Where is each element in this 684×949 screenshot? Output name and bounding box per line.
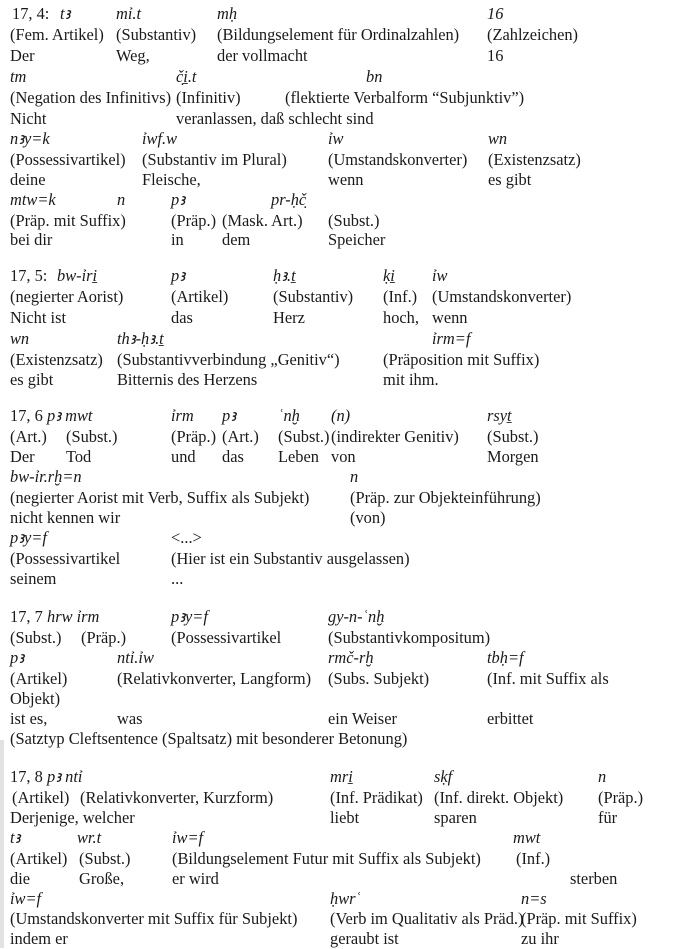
grammar-label: (Umstandskonverter mit Suffix für Subjekt) xyxy=(10,909,298,928)
translation: geraubt ist xyxy=(330,929,399,948)
grammar-label: (Präp. mit Suffix) xyxy=(10,211,126,230)
grammar-label: (Bildungselement für Ordinalzahlen) xyxy=(217,25,460,44)
transliteration: bn xyxy=(366,67,383,86)
grammar-label: (Präp.) xyxy=(598,788,644,807)
transliteration: gy-n-ʿnḫ xyxy=(328,607,385,626)
translation: ein Weiser xyxy=(328,709,397,728)
grammar-label: (Inf. mit Suffix als xyxy=(487,669,609,688)
transliteration: mḥ xyxy=(217,4,238,23)
translation: indem er xyxy=(10,929,68,948)
transliteration: n xyxy=(350,467,359,486)
transliteration: pꜣ xyxy=(222,406,237,425)
transliteration: ỉw=f xyxy=(10,889,42,908)
transliteration: wr.t xyxy=(77,828,102,847)
translation: Weg, xyxy=(116,46,150,65)
translation: Herz xyxy=(273,308,305,327)
translation: nicht kennen wir xyxy=(10,508,121,527)
scan-edge-shadow xyxy=(0,740,4,948)
grammar-label: (negierter Aorist mit Verb, Suffix als Subjekt) xyxy=(10,488,310,507)
grammar-label: (Subst.) xyxy=(328,211,380,230)
grammar-label: (Subst.) xyxy=(66,427,118,446)
transliteration: ỉw=f xyxy=(172,828,204,847)
transliteration: ỉw xyxy=(328,129,344,148)
grammar-label: (Präp.) xyxy=(81,628,127,647)
grammar-label: (Präp.) xyxy=(171,427,217,446)
translation: er wird xyxy=(172,869,219,888)
translation: Tod xyxy=(66,447,92,466)
grammar-label: (Relativkonverter, Kurzform) xyxy=(80,788,274,807)
transliteration: bw-ỉri̱ xyxy=(57,266,98,285)
grammar-label: (Artikel) xyxy=(10,849,68,868)
transliteration: pꜣ xyxy=(10,648,25,667)
transliteration: (n) xyxy=(331,406,351,425)
translation: (von) xyxy=(350,508,386,527)
grammar-label: (Inf. direkt. Objekt) xyxy=(434,788,564,807)
translation: Leben xyxy=(278,447,319,466)
translation: 16 xyxy=(487,46,504,65)
transliteration: pꜣ xyxy=(171,266,186,285)
grammar-label: (Präp.) xyxy=(171,211,217,230)
grammar-label: (Existenzsatz) xyxy=(488,150,581,169)
translation: mit ihm. xyxy=(383,370,439,389)
line-number: 17, 8 xyxy=(10,767,43,786)
grammar-label: (Präposition mit Suffix) xyxy=(383,350,540,369)
translation: Speicher xyxy=(328,230,386,249)
grammar-label: (Existenzsatz) xyxy=(10,350,103,369)
translation: Nicht ist xyxy=(10,308,66,327)
grammar-label: (flektierte Verbalform “Subjunktiv”) xyxy=(285,88,525,107)
grammar-label: (Präp. mit Suffix) xyxy=(521,909,637,928)
translation: bei dir xyxy=(10,230,53,249)
translation: veranlassen, daß schlecht sind xyxy=(176,109,374,128)
translation: für xyxy=(598,808,618,827)
transliteration: pꜣ xyxy=(171,190,186,209)
translation: und xyxy=(171,447,196,466)
transliteration: n xyxy=(117,190,126,209)
translation: Bitternis des Herzens xyxy=(117,370,258,389)
transliteration: mtw=k xyxy=(10,190,56,209)
grammar-label: (Possessivartikel xyxy=(171,628,282,647)
translation: Morgen xyxy=(487,447,539,466)
translation: dem xyxy=(222,230,251,249)
translation: es gibt xyxy=(10,370,54,389)
transliteration: tbḥ=f xyxy=(487,648,524,667)
grammar-label: (Subst.) xyxy=(10,628,62,647)
transliteration: ntỉ.ỉw xyxy=(117,648,154,667)
transliteration: mri̱ xyxy=(330,767,353,786)
translation: die xyxy=(10,869,31,888)
transliteration: pꜣ ntỉ xyxy=(47,767,83,786)
transliteration: pꜣy=f xyxy=(171,607,208,626)
grammar-label: (Umstandskonverter) xyxy=(432,287,572,306)
grammar-label: (Art.) xyxy=(10,427,47,446)
transliteration: tm xyxy=(10,67,27,86)
line-number: 17, 5: xyxy=(10,266,48,285)
grammar-label: (Artikel) xyxy=(12,788,70,807)
translation: Große, xyxy=(79,869,125,888)
grammar-label: (Negation des Infinitivs) xyxy=(10,88,172,107)
line-number: 17, 7 xyxy=(10,607,43,626)
grammar-label: (Infinitiv) xyxy=(176,88,241,107)
grammar-label: (Bildungselement Futur mit Suffix als Subjekt) xyxy=(172,849,481,868)
line-number: 17, 6 xyxy=(10,406,43,425)
grammar-label: (Relativkonverter, Langform) xyxy=(117,669,312,688)
transliteration: rmč-rḫ xyxy=(328,648,374,667)
grammar-label: Objekt) xyxy=(10,689,61,708)
grammar-label: (Art.) xyxy=(222,427,259,446)
grammar-label: (Artikel) xyxy=(171,287,229,306)
transliteration: pꜣ mwt xyxy=(47,406,93,425)
transliteration: ỉrm=f xyxy=(432,329,471,348)
grammar-label: (negierter Aorist) xyxy=(10,287,124,306)
transliteration: ḳi̱ xyxy=(383,266,395,285)
grammar-label: (Umstandskonverter) xyxy=(328,150,468,169)
grammar-label: (Substantivkompositum) xyxy=(328,628,491,647)
transliteration: rsyt̠ xyxy=(487,406,512,425)
translation: von xyxy=(331,447,356,466)
grammar-label: (Substantiv) xyxy=(116,25,197,44)
grammar-label: (Mask. Art.) xyxy=(222,211,303,230)
grammar-label: (Substantiv im Plural) xyxy=(142,150,287,169)
transliteration: pꜣy=f xyxy=(10,528,47,547)
transliteration: 16 xyxy=(487,4,504,23)
translation: hoch, xyxy=(383,308,419,327)
transliteration: pr-ḥč̣ xyxy=(271,190,307,209)
translation: Der xyxy=(10,46,35,65)
grammar-label: (indirekter Genitiv) xyxy=(331,427,459,446)
transliteration: ỉwf.w xyxy=(142,129,178,148)
translation: Nicht xyxy=(10,109,47,128)
transliteration: ʿnḫ xyxy=(278,406,300,425)
grammar-label: (Zahlzeichen) xyxy=(487,25,578,44)
translation: deine xyxy=(10,170,46,189)
transliteration: ỉrm xyxy=(171,406,194,425)
translation: in xyxy=(171,230,184,249)
grammar-label: (Subst.) xyxy=(79,849,131,868)
grammar-label: (Präp. zur Objekteinführung) xyxy=(350,488,541,507)
translation: das xyxy=(171,308,193,327)
grammar-label: (Substantivverbindung „Genitiv“) xyxy=(117,350,340,369)
transliteration: ḥꜣ.t̠ xyxy=(273,266,296,285)
transliteration: n xyxy=(598,767,607,786)
translation: ... xyxy=(171,569,184,588)
translation: Fleische, xyxy=(142,170,201,189)
transliteration: nꜣy=k xyxy=(10,129,50,148)
transliteration: n=s xyxy=(521,889,547,908)
translation: ist es, xyxy=(10,709,48,728)
transliteration: thꜣ-ḥꜣ.t̠ xyxy=(117,329,164,348)
grammar-label: (Subst.) xyxy=(487,427,539,446)
transliteration: wn xyxy=(10,329,30,348)
translation: wenn xyxy=(328,170,364,189)
transliteration: tꜣ xyxy=(60,4,71,23)
translation: sterben xyxy=(570,869,618,888)
transliteration: tꜣ xyxy=(10,828,21,847)
omission-mark: <...> xyxy=(171,528,202,547)
translation: seinem xyxy=(10,569,57,588)
grammar-label: (Hier ist ein Substantiv ausgelassen) xyxy=(171,549,410,568)
translation: liebt xyxy=(330,808,360,827)
grammar-label: (Possessivartikel xyxy=(10,549,121,568)
grammar-label: (Substantiv) xyxy=(273,287,354,306)
transliteration: hrw ỉrm xyxy=(47,607,100,626)
transliteration: wn xyxy=(488,129,508,148)
transliteration: ḥwrʿ xyxy=(330,889,361,908)
transliteration: mỉ.t xyxy=(116,4,142,23)
translation: der vollmacht xyxy=(217,46,308,65)
grammar-label: (Verb im Qualitativ als Präd.) xyxy=(330,909,524,928)
transliteration: sḳf xyxy=(434,767,453,786)
grammar-label: (Inf.) xyxy=(516,849,551,868)
translation: das xyxy=(222,447,244,466)
grammar-label: (Possessivartikel) xyxy=(10,150,126,169)
transliteration: č̣i̱.t xyxy=(176,67,197,86)
line-number: 17, 4: xyxy=(12,4,50,23)
grammar-label: (Artikel) xyxy=(10,669,68,688)
translation: wenn xyxy=(432,308,468,327)
translation: was xyxy=(117,709,143,728)
transliteration: bw-ỉr.rḫ=n xyxy=(10,467,82,486)
transliteration: mwt xyxy=(513,828,541,847)
grammar-label: (Fem. Artikel) xyxy=(10,25,104,44)
translation: zu ihr xyxy=(521,929,559,948)
transliteration: ỉw xyxy=(432,266,448,285)
translation: erbittet xyxy=(487,709,534,728)
grammar-label: (Inf. Prädikat) xyxy=(330,788,423,807)
grammar-label: (Inf.) xyxy=(383,287,418,306)
translation: es gibt xyxy=(488,170,532,189)
translation: Derjenige, welcher xyxy=(10,808,135,827)
grammar-label: (Subst.) xyxy=(278,427,330,446)
grammar-label: (Subs. Subjekt) xyxy=(328,669,430,688)
translation: sparen xyxy=(434,808,477,827)
sentence-type-note: (Satztyp Cleftsentence (Spaltsatz) mit besonderer Betonung) xyxy=(10,729,408,748)
translation: Der xyxy=(10,447,35,466)
